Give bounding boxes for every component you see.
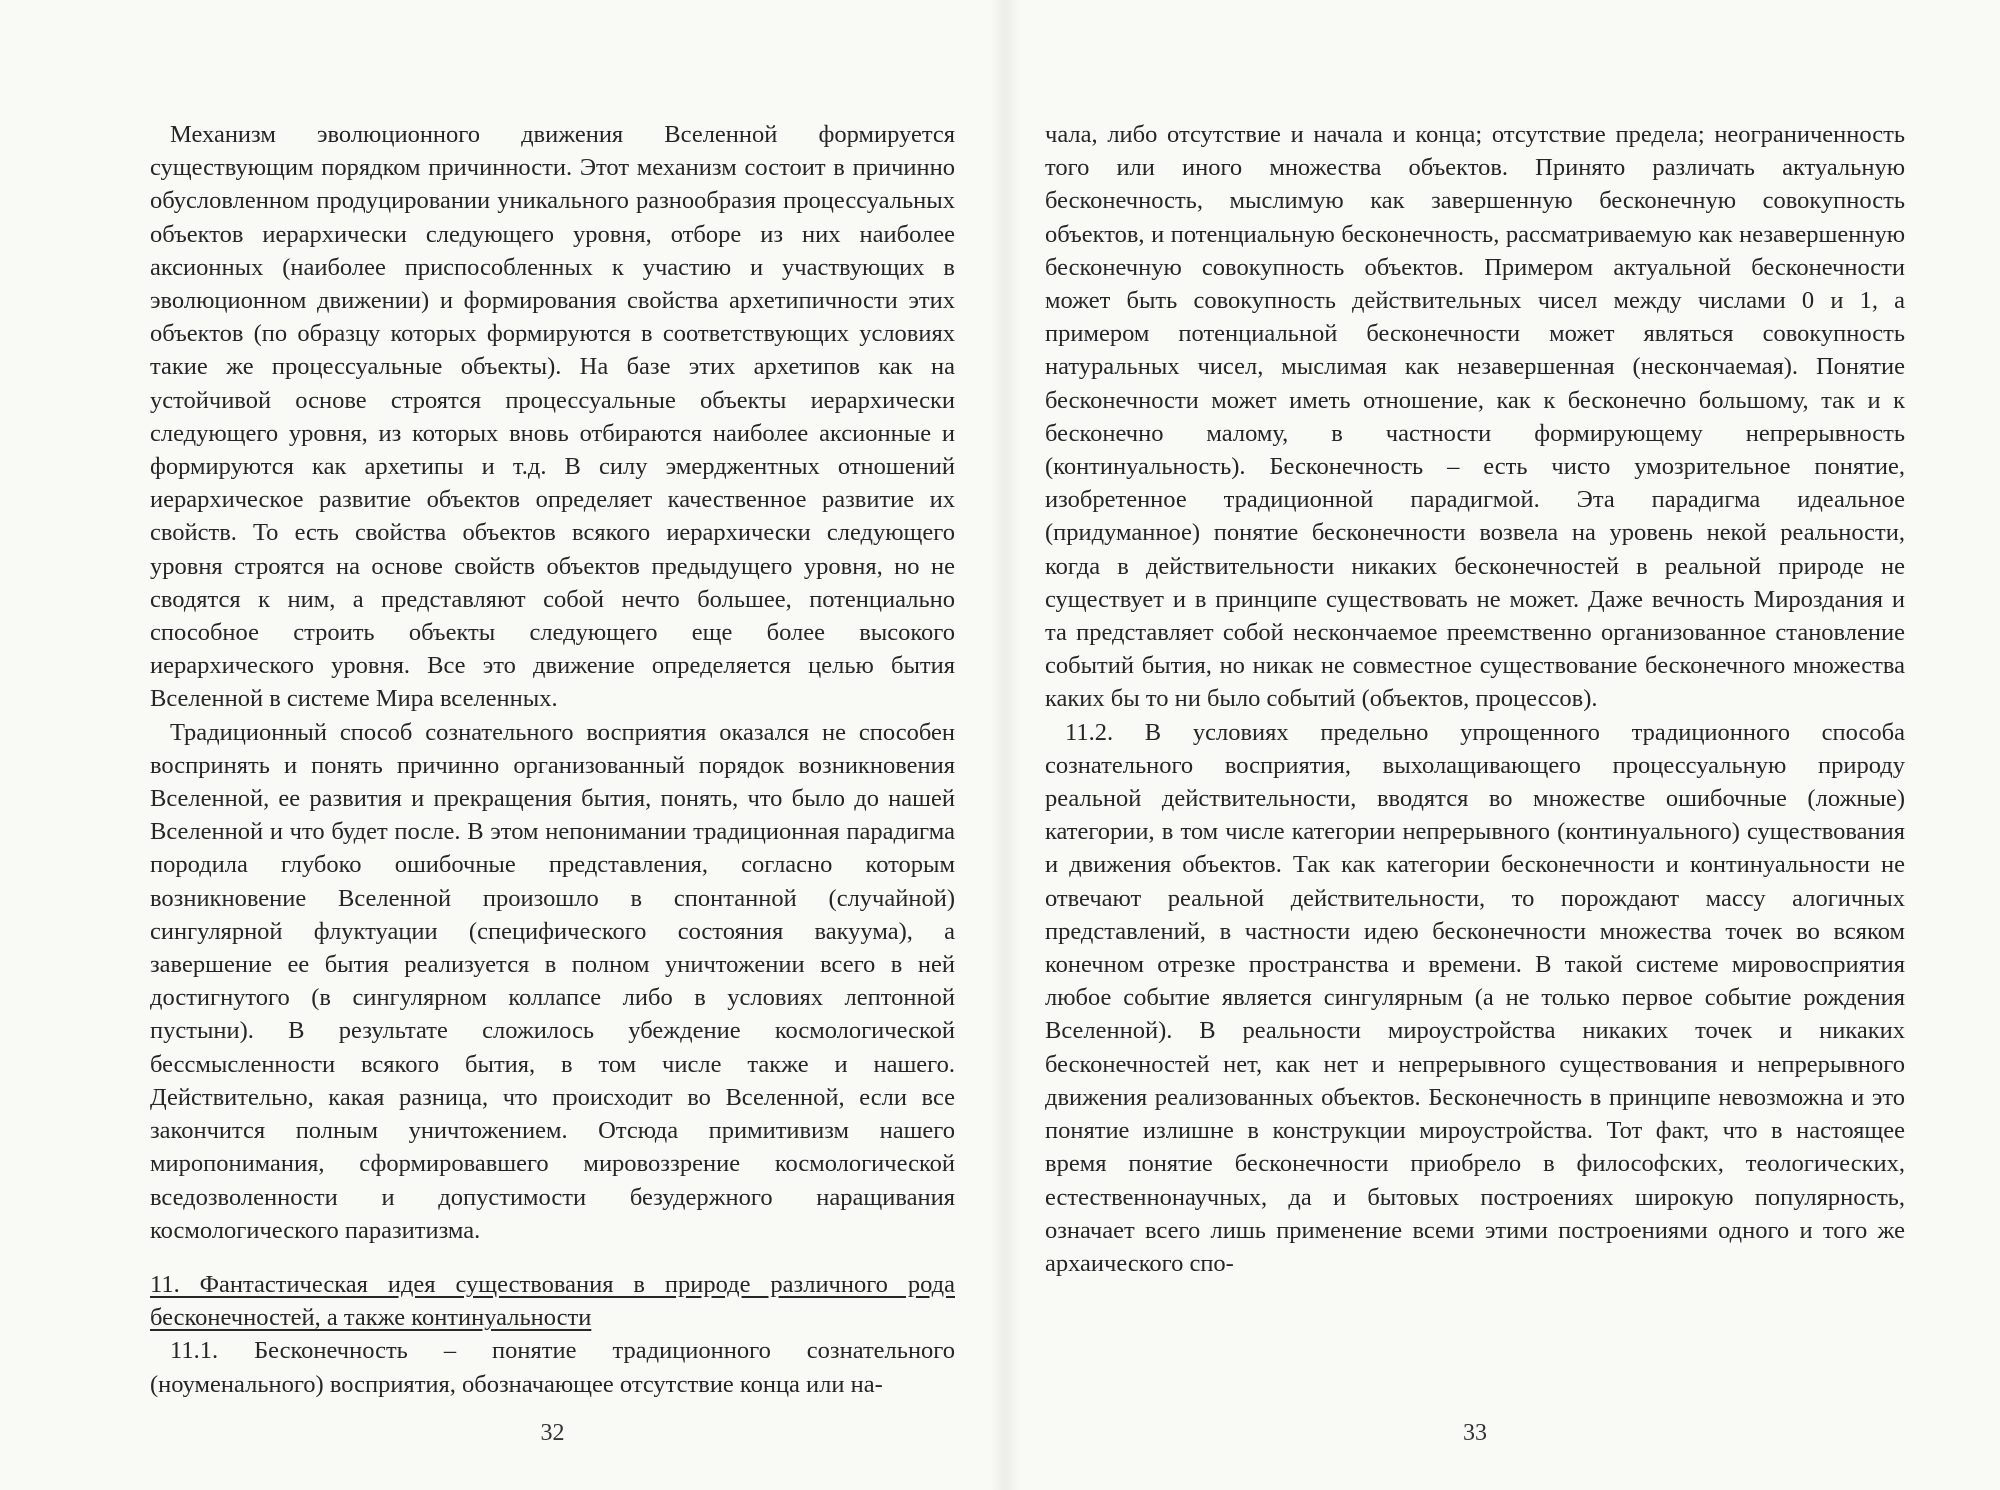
right-paragraph-1: чала, либо отсутствие и начала и конца; отсутствие предела; неограниченность того или иного множества объектов. Принято различать актуальную бесконечность, мыслимую как завершенную бесконечную совокупность объектов, и потенциальную бесконечность, рассматриваемую как незавершенную бесконечную совокупность объектов. Примером актуальной бесконечности может быть совокупность действительных чисел между числами 0 и 1, а примером потенциальной бесконечности может являться совокупность натуральных чисел, мыслимая как незавершенная (нескончаемая). Понятие бесконечности может иметь отношение, как к бесконечно большому, так и к бесконечно малому, в частности формирующему непрерывность (континуальность). Бесконечность – есть чисто умозрительное понятие, изобретенное традиционной парадигмой. Эта парадигма идеальное (придуманное) понятие бесконечности возвела на уровень некой реальности, когда в действительности никаких бесконечностей в реальной природе не существует и в принципе существовать не может. Даже вечность Мироздания и та представляет собой нескончаемое преемственно организованное становление событий бытия, но никак не совместное существование бесконечного множества каких бы то ни было событий (объектов, процессов).	[1045, 121, 1905, 713]
right-page	[1045, 118, 1905, 1446]
book-gutter	[990, 0, 1020, 1490]
page-number-left: 32	[540, 1420, 565, 1446]
right-paragraph-2: 11.2. В условиях предельно упрощенного традиционного способа сознательного восприятия, выхолащивающего процессуальную природу реальной действительности, вводятся во множестве ошибочные (ложные) категории, в том числе категории непрерывного (континуального) существования и движения объектов. Так как категории бесконечности и континуальности не отвечают реальной действительности, то порождают массу алогичных представлений, в частности идею бесконечности множества точек во всяком конечном отрезке пространства и времени. В такой системе мировосприятия любое событие является сингулярным (а не только первое событие рождения Вселенной). В реальности мироустройства никаких точек и никаких бесконечностей нет, как нет и непрерывного существования и непрерывного движения реализованных объектов. Бесконечность в принципе невозможна и это понятие излишне в конструкции мироустройства. Тот факт, что в настоящее время понятие бесконечности приобрело в философских, теологических, естественнонаучных, да и бытовых построениях широкую популярность, означает всего лишь применение всеми этими построениями одного и того же архаического спо-	[1045, 718, 1905, 1277]
left-page	[150, 118, 955, 1446]
section-heading: 11. Фантастическая идея существования в природе различного рода бесконечностей, а также континуальности	[150, 1270, 955, 1332]
left-paragraph-3: 11.1. Бесконечность – понятие традиционного сознательного (ноуменального) восприятия, обозначающее отсутствие конца или на-	[150, 1337, 955, 1398]
page-number-right: 33	[1463, 1420, 1487, 1446]
left-paragraph-1: Механизм эволюционного движения Вселенной формируется существующим порядком причинности. Этот механизм состоит в причинно обусловленном продуцировании уникального разнообразия процессуальных объектов иерархически следующего уровня, отборе из них наиболее аксионных (наиболее приспособленных к участию и участвующих в эволюционном движении) и формирования свойства архетипичности этих объектов (по образцу которых формируются в соответствующих условиях такие же процессуальные объекты). На базе этих архетипов как на устойчивой основе строятся процессуальные объекты иерархически следующего уровня, из которых вновь отбираются наиболее аксионные и формируются как архетипы и т.д. В силу эмерджентных отношений иерархическое развитие объектов определяет качественное развитие их свойств. То есть свойства объектов всякого иерархически следующего уровня строятся на основе свойств объектов предыдущего уровня, но не сводятся к ним, а представляют собой нечто большее, потенциально способное строить объекты следующего еще более высокого иерархического уровня. Все это движение определяется целью бытия Вселенной в системе Мира вселенных.	[150, 121, 955, 713]
left-paragraph-2: Традиционный способ сознательного восприятия оказался не способен воспринять и понять причинно организованный порядок возникновения Вселенной, ее развития и прекращения бытия, понять, что было до нашей Вселенной и что будет после. В этом непонимании традиционная парадигма породила глубоко ошибочные представления, согласно которым возникновение Вселенной произошло в спонтанной (случайной) сингулярной флуктуации (специфического состояния вакуума), а завершение ее бытия реализуется в полном уничтожении всего в ней достигнутого (в сингулярном коллапсе либо в условиях лептонной пустыни). В результате сложилось убеждение космологической бессмысленности всякого бытия, в том числе также и нашего. Действительно, какая разница, что происходит во Вселенной, если все закончится полным уничтожением. Отсюда примитивизм нашего миропонимания, сформировавшего мировоззрение космологической вседозволенности и допустимости безудержного наращивания космологического паразитизма.	[150, 718, 955, 1244]
